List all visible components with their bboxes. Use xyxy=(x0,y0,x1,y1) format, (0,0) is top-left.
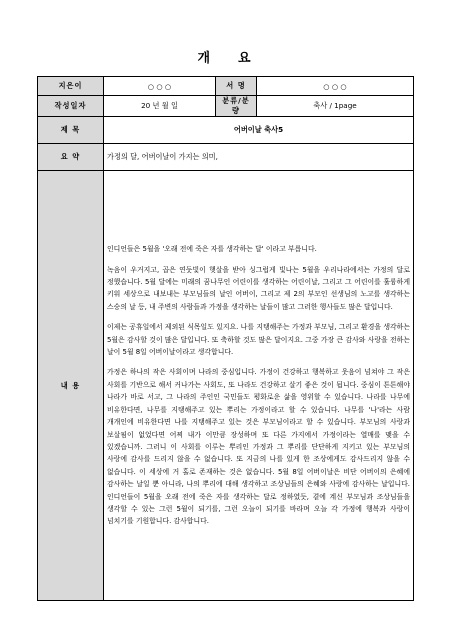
subject-row xyxy=(38,117,414,144)
content-row xyxy=(38,171,414,601)
document-title xyxy=(0,47,450,66)
signature-value: ○ ○ ○ xyxy=(257,77,414,96)
date-label: 작성일자 xyxy=(38,96,104,117)
content-paragraph: 이제는 공휴일에서 제외된 식목일도 있지요. 나를 지탱해주는 가정과 부모님, 그리고 환경을 생각하는 5월은 감사할 것이 많은 달입니다. 또 축하할 것도 많은 달이지요. 그중 가장 큰 감사와 사랑을 전하는 날이 5월 8일 어버이날이라고 생각합니다. xyxy=(107,323,410,357)
subject-label: 제 목 xyxy=(38,117,104,144)
date-value: 20 년 월 일 xyxy=(104,96,216,117)
content-label: 내 용 xyxy=(38,171,104,601)
date-row xyxy=(38,96,414,117)
category-value: 축사 / 1page xyxy=(257,96,414,117)
summary-label: 요 약 xyxy=(38,144,104,171)
content-paragraph: 인디언들은 5월을 '오래 전에 죽은 자를 생각하는 달' 이라고 부릅니다. xyxy=(107,245,317,254)
content-paragraph: 녹음이 우거지고, 곱은 연둣빛이 햇살을 받아 싱그럽게 빛나는 5월을 우리나라에서는 가정의 달로 정했습니다. 5월 달에는 미래의 꿈나무인 어린이를 생각하는 어린이날, 그리고 그 어린이를 훌륭하게 키워 세상으로 내보내는 부모님들의 날인 어버이, 그리고 제 2의 부모인 선생님의 노고를 생각하는 스승의 날 등, 내 주변의 사람들과 가정을 생각하는 날들이 많고 그러한 행사들도 많은 달입니다. xyxy=(107,265,410,311)
signature-label: 서 명 xyxy=(216,77,257,96)
author-value: ○ ○ ○ xyxy=(104,77,216,96)
summary-value: 가정의 달, 어버이날이 가지는 의미, xyxy=(104,144,414,171)
content-body xyxy=(104,171,414,601)
author-row xyxy=(38,77,414,96)
title-second-char: 요 xyxy=(238,51,253,66)
subject-value: 어버이날 축사5 xyxy=(104,117,414,144)
category-label: 분류/분량 xyxy=(216,96,257,117)
title-first-char: 개 xyxy=(197,51,212,66)
overview-form-table xyxy=(37,76,414,601)
author-label: 지은이 xyxy=(38,77,104,96)
content-paragraph: 가정은 하나의 작은 사회이며 나라의 중심입니다. 가정이 건강하고 행복하고 웃음이 넘쳐야 그 작은 사회를 기반으로 해서 커나가는 사회도, 또 나라도 건강하고 살기 좋은 것이 됩니다. 중심이 튼튼해야 나라가 바로 서고, 그 나라의 주인인 국민들도 평화로운 삶을 영위할 수 있습니다. 나라를 나무에 비유한다면, 나무를 지탱해주고 있는 뿌리는 가정이라고 할 수 있습니다. 나무를 '나'라는 사람 개개인에 비유한다면 나를 지탱해주고 있는 것은 부모님이라고 할 수 있습니다. 부모님의 사랑과 보살핌이 없었다면 어찌 내가 이만큼 장성하며 또 다른 가지에서 가정이라는 열매를 맺을 수 있겠습니까. 그러니 이 사회를 이루는 뿌리인 가정과 그 뿌리를 단단하게 지키고 있는 부모님의 사랑에 감사를 드리지 않을 수 없습니다. 또 지금의 나를 있게 한 조상에게도 감사드리지 않을 수 없습니다. 이 세상에 거 홀로 존재하는 것은 없습니다. 5월 8일 어버이날은 비단 어버이의 은혜에 감사하는 날일 뿐 아니라, 나의 뿌리에 대해 생각하고 조상님들의 은혜와 사랑에 감사하는 날입니다. 인디언들이 5월을 오래 전에 죽은 자를 생각하는 달로 정하였듯, 곁에 계신 부모님과 조상님들을 생각할 수 있는 그런 5월이 되기를, 그런 오늘이 되기를 바라며 오늘 각 가정에 행복과 사랑이 넘치기를 기원합니다. 감사합니다. xyxy=(107,368,410,526)
summary-row xyxy=(38,144,414,171)
